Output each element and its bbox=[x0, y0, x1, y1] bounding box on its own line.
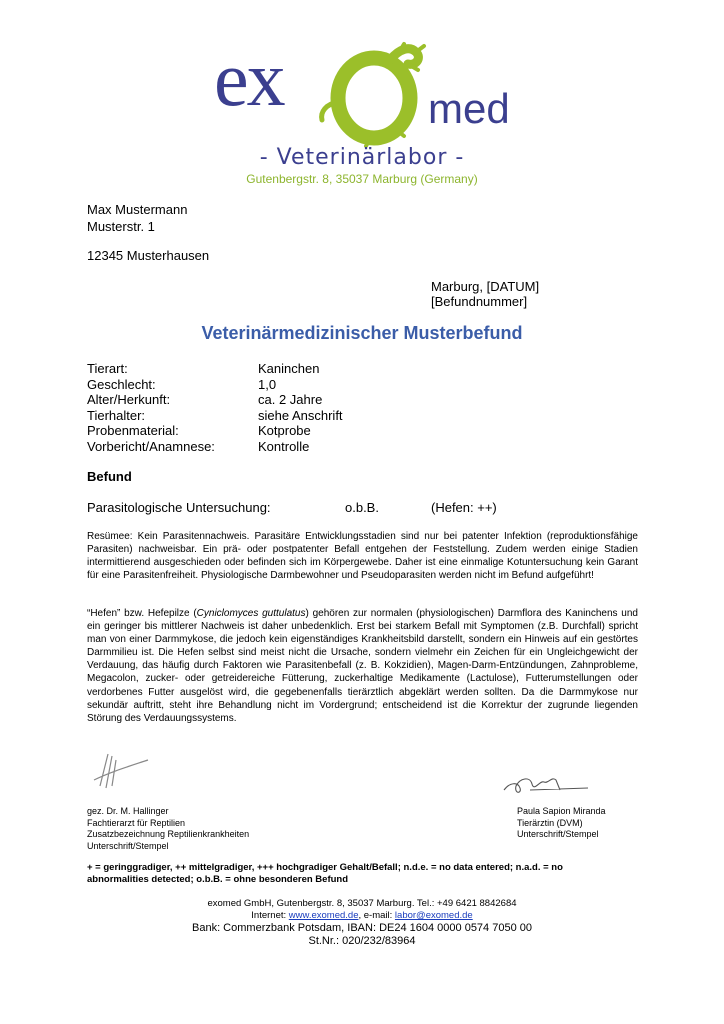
recipient-address bbox=[87, 201, 209, 264]
info-key: Alter/Herkunft: bbox=[87, 392, 171, 407]
signer-name: gez. Dr. M. Hallinger bbox=[87, 806, 169, 816]
info-value: Kontrolle bbox=[258, 438, 310, 454]
info-row bbox=[87, 408, 343, 424]
info-row bbox=[87, 423, 343, 439]
email-label: , e-mail: bbox=[358, 910, 395, 921]
footer bbox=[0, 898, 724, 948]
info-value: 1,0 bbox=[258, 376, 277, 392]
place-date: Marburg, [DATUM] bbox=[431, 279, 540, 294]
signature-label: Unterschrift/Stempel bbox=[87, 840, 169, 851]
lab-address: Gutenbergstr. 8, 35037 Marburg (Germany) bbox=[246, 172, 478, 186]
hefen-species: Cyniclomyces guttulatus bbox=[196, 608, 306, 619]
email-link[interactable]: labor@exomed.de bbox=[394, 910, 473, 921]
hefen-text-pre: “Hefen” bzw. Hefepilze ( bbox=[87, 608, 197, 619]
parasitology-value: o.b.B. bbox=[345, 500, 379, 515]
website-link[interactable]: www.exomed.de bbox=[288, 910, 359, 921]
logo-ex-text: ex bbox=[214, 35, 284, 122]
info-value: Kotprobe bbox=[258, 423, 311, 438]
info-value: siehe Anschrift bbox=[258, 407, 343, 423]
report-number: [Befundnummer] bbox=[431, 294, 528, 309]
recipient-name: Max Mustermann bbox=[87, 202, 188, 217]
gecko-logo-icon bbox=[312, 40, 442, 150]
parasitology-result bbox=[87, 500, 497, 515]
legend-text: + = geringgradiger, ++ mittelgradiger, +++ hochgradiger Gehalt/Befall; n.d.e. = no data entered; n.a.d. = no abnormalities detected; o.b.B. = ohne besonderen Befund bbox=[87, 862, 563, 885]
info-row bbox=[87, 439, 343, 455]
footer-contact bbox=[0, 910, 724, 922]
recipient-city: 12345 Musterhausen bbox=[87, 248, 210, 263]
signature-right-block bbox=[517, 806, 606, 841]
info-key: Vorbericht/Anamnese: bbox=[87, 438, 215, 454]
footer-tax: St.Nr.: 020/232/83964 bbox=[308, 935, 416, 947]
signature-left-icon bbox=[90, 750, 150, 792]
hefen-paragraph bbox=[87, 607, 638, 725]
place-date-block bbox=[431, 279, 539, 309]
info-row bbox=[87, 377, 343, 393]
footer-company: exomed GmbH, Gutenbergstr. 8, 35037 Marburg. Tel.: +49 6421 8842684 bbox=[207, 898, 517, 909]
signer-qualification: Zusatzbezeichnung Reptilienkrankheiten bbox=[87, 829, 250, 839]
info-value: ca. 2 Jahre bbox=[258, 392, 323, 407]
recipient-street: Musterstr. 1 bbox=[87, 219, 155, 234]
info-key: Probenmaterial: bbox=[87, 423, 179, 438]
signature-left-block bbox=[87, 806, 249, 852]
patient-info bbox=[87, 361, 343, 454]
internet-label: Internet: bbox=[251, 910, 289, 921]
signer-name: Paula Sapion Miranda bbox=[517, 806, 606, 816]
info-key: Geschlecht: bbox=[87, 376, 156, 392]
footer-bank: Bank: Commerzbank Potsdam, IBAN: DE24 1604 0000 0574 7050 00 bbox=[192, 922, 532, 934]
signature-right-icon bbox=[500, 770, 590, 800]
info-key: Tierhalter: bbox=[87, 407, 146, 423]
signer-title: Tierärztin (DVM) bbox=[517, 817, 583, 828]
hefen-text-post: ) gehören zur normalen (physiologischen) Darmflora des Kaninchens und ein geringer bis mittlerer Nachweis ist daher unbedenklich. Erst bei starkem Befall mit Symptomen (z.B. Durchfall) spricht man von einer Darmmykose, die jedoch kein eigenständiges Krankheitsbild darstellt, sondern ein Hinweis auf ein gestörtes Darmmilieu ist. Die Hefen selbst sind meist nicht die Ursache, sondern vielmehr ein Zeichen für ein Ungleichgewicht der Verdauung, das häufig durch Faktoren wie Parasitenbefall (z. B. Kokzidien), Magen-Darm-Entzündungen, Zahnprobleme, Megacolon, zucker- oder getreidereiche Fütterung, zuckerhaltige Medikamente (Lactulose), Futterumstellungen oder verdorbenes Futter ausgelöst wird, die gegebenenfalls tierärztlich abgeklärt werden sollten. Da die Darmmykose nur sekundär auftritt, steht ihre Behandlung nicht im Vordergrund; entscheidend ist die Korrektur der zugrunde liegenden Störung des Verdauungssystems. bbox=[87, 608, 638, 724]
info-key: Tierart: bbox=[87, 361, 128, 376]
lab-title: - Veterinärlabor - bbox=[259, 145, 465, 170]
info-value: Kaninchen bbox=[258, 361, 320, 376]
signer-title: Fachtierarzt für Reptilien bbox=[87, 817, 186, 828]
parasitology-label: Parasitologische Untersuchung: bbox=[87, 500, 271, 515]
resumee-paragraph: Resümee: Kein Parasitennachweis. Parasitäre Entwicklungsstadien sind nur bei patenter Infektion (reproduktionsfähige Parasiten) nachweisbar. Ein prä- oder postpatenter Befall entgehen der Feststellung. Zudem werden einige Stadien intermittierend ausgeschieden oder befinden sich im Körpergewebe. Daher ist eine einmalige Kotuntersuchung kein Garant für eine Parasitenfreiheit. Physiologische Darmbewohner und Pseudoparasiten werden nicht im Befund aufgeführt! bbox=[87, 531, 638, 582]
logo-med-text: med bbox=[428, 85, 510, 132]
document-title: Veterinärmedizinischer Musterbefund bbox=[201, 323, 523, 343]
signature-label: Unterschrift/Stempel bbox=[517, 829, 599, 839]
info-row bbox=[87, 392, 343, 408]
info-row bbox=[87, 361, 343, 377]
befund-heading: Befund bbox=[87, 469, 132, 484]
parasitology-note: (Hefen: ++) bbox=[431, 500, 497, 515]
